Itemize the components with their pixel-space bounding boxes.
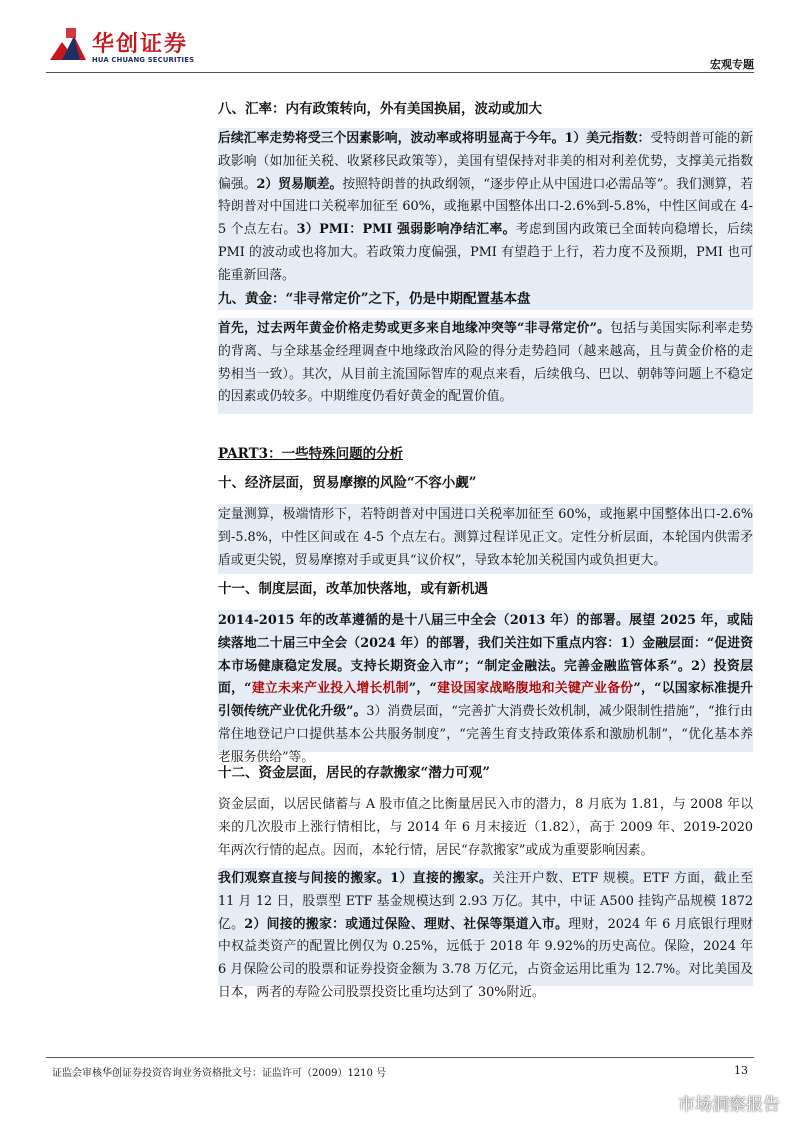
s9-lead: 首先，过去两年黄金价格走势或更多来自地缘冲突等“非寻常定价”。 bbox=[218, 321, 611, 336]
s8-lead: 后续汇率走势将受三个因素影响，波动率或将明显高于今年。 bbox=[218, 131, 565, 146]
s12-indirect-text: 理财，2024 年 6 月底银行理财中权益类资产的配置比例仅为 0.25%，远低于 2018 年 9.92%的历史高位。保险，2024 年 6 月保险公司的股票和证券投资金额为 3.78 万亿元，占资金运用比重为 12.7%。对比美国及日本，两者的寿险公司股票投资比重均达到了 30%附近。 bbox=[218, 916, 754, 1000]
watermark-text: 市场洞察报告 bbox=[678, 1095, 780, 1115]
s11-consumption: 3）消费层面，“完善扩大消费长效机制，减少限制性措施”，“推行由常住地登记户口提供基本公共服务制度”，“完善生育支持政策体系和激励机制”，“优化基本养老服务供给”等。 bbox=[218, 704, 753, 765]
s9-text: 包括与美国实际利率走势的背离、与全球基金经理调查中地缘政治风险的得分走势趋同（越来越高，且与黄金价格的走势相当一致）。其次，从目前主流国际智库的观点来看，后续俄乌、巴以、朝韩等问题上不稳定的因素或仍较多。中期维度仍看好黄金的配置价值。 bbox=[218, 321, 754, 405]
section-12-paragraph-1: 资金层面，以居民储蓄与 A 股市值之比衡量居民入市的潜力，8 月底为 1.81，与 2008 年以来的几次股市上涨行情相比，与 2014 年 6 月末接近（1.82），高于 2009 年、2019-2020 年两次行情的起点。因而，本轮行情，居民“存款搬家”或成为重要影响因素。 bbox=[218, 797, 753, 858]
section-12-paragraph-2 bbox=[218, 868, 753, 1005]
section-10-box bbox=[218, 504, 753, 574]
logo-cn-text: 华创证券 bbox=[92, 32, 189, 57]
page-header bbox=[0, 0, 794, 84]
s11-standards: ”，“以国家标准提升引领传统产业优化升级”。 bbox=[218, 681, 754, 720]
s12-indirect: 2）间接的搬家：或通过保险、理财、社保等渠道入市。 bbox=[244, 916, 569, 932]
logo-en-text: HUA CHUANG SECURITIES bbox=[92, 56, 195, 64]
section-12-heading bbox=[218, 762, 753, 784]
section-11-heading bbox=[218, 578, 753, 600]
part3-title: PART3：一些特殊问题的分析 bbox=[218, 446, 404, 462]
s12-lead: 我们观察直接与间接的搬家。1）直接的搬家。 bbox=[218, 871, 493, 886]
section-8-heading bbox=[218, 98, 753, 120]
s8-trade: 2）贸易顺差。 bbox=[256, 176, 343, 192]
s8-usd: 1）美元指数： bbox=[564, 131, 651, 146]
section-9-box bbox=[218, 318, 753, 414]
section-8-box bbox=[218, 128, 753, 310]
section-11-box bbox=[218, 610, 754, 765]
s12-direct-text: 关注开户数、ETF 规模。ETF 方面，截止至 11 月 12 日，股票型 ETF 基金规模达到 2.93 万亿。其中，中证 A500 挂钩产品规模 1872 亿。 bbox=[218, 871, 753, 932]
section-8-paragraph bbox=[218, 128, 753, 288]
section-12-text bbox=[218, 794, 753, 862]
section-11-paragraph bbox=[218, 610, 753, 770]
section-8-title: 八、汇率：内有政策转向，外有美国换届，波动或加大 bbox=[218, 101, 542, 117]
doc-type-label: 宏观专题 bbox=[710, 58, 754, 71]
s8-usd-text: 受特朗普可能的新政影响（如加征关税、收紧移民政策等），美国有望保持对非美的相对利差优势，支撑美元指数偏强。 bbox=[218, 131, 754, 192]
section-10-paragraph: 定量测算，极端情形下，若特朗普对中国进口关税率加征至 60%，或拖累中国整体出口-2.6%到-5.8%，中性区间或在 4-5 个点左右。测算过程详见正文。定性分析层面，本轮国内供需矛盾或更尖锐，贸易摩擦对手或更具“议价权”，导致本轮加关税国内或负担更大。 bbox=[218, 507, 753, 568]
s11-lead: 2014-2015 年的改革遵循的是十八届三中全会（2013 年）的部署。展望 2025 年，或陆续落地二十届三中全会（2024 年）的部署，我们关注如下重点内容：1）金融层面：“促进资本市场健康稳定发展。支持长期资金入市”；“制定金融法。完善金融监管体系”。2）投资层面，“ bbox=[218, 613, 753, 697]
section-12-box bbox=[218, 868, 754, 1000]
footer-divider bbox=[46, 1057, 754, 1058]
s8-trade-text: 按照特朗普的执政纲领，“逐步停止从中国进口必需品等”。我们测算，若特朗普对中国进口关税率加征至 60%，或拖累中国整体出口-2.6%到-5.8%，中性区间或在 4-5 个点左右。 bbox=[218, 176, 754, 238]
weibo-icon bbox=[654, 1094, 674, 1112]
part3-heading bbox=[218, 442, 753, 462]
section-9-paragraph bbox=[218, 318, 753, 409]
s8-pmi: 3）PMI：PMI 强弱影响净结汇率。 bbox=[296, 222, 516, 238]
s11-future-industry: 建立未来产业投入增长机制 bbox=[251, 681, 409, 697]
s8-pmi-text: 考虑到国内政策已全面转向稳增长，后续 PMI 的波动或也将加大。若政策力度偏强，PMI 有望趋于上行，若力度不及预期，PMI 也可能重新回落。 bbox=[218, 222, 753, 283]
watermark bbox=[654, 1090, 780, 1115]
s11-strategic-hinterland: 建设国家战略腹地和关键产业备份 bbox=[436, 681, 634, 697]
header-divider bbox=[46, 72, 754, 73]
section-10-heading bbox=[218, 472, 753, 494]
section-12-title: 十二、资金层面，居民的存款搬家“潜力可观” bbox=[218, 765, 491, 781]
s11-sep: ”，“ bbox=[408, 681, 437, 697]
section-9-heading bbox=[218, 288, 753, 310]
section-10-title: 十、经济层面，贸易摩擦的风险“不容小觑” bbox=[218, 475, 477, 491]
section-9-title: 九、黄金：“非寻常定价”之下，仍是中期配置基本盘 bbox=[218, 291, 531, 307]
page-number: 13 bbox=[734, 1064, 748, 1077]
license-text: 证监会审核华创证券投资咨询业务资格批文号：证监许可（2009）1210 号 bbox=[52, 1068, 387, 1079]
section-11-title: 十一、制度层面，改革加快落地，或有新机遇 bbox=[218, 581, 488, 597]
